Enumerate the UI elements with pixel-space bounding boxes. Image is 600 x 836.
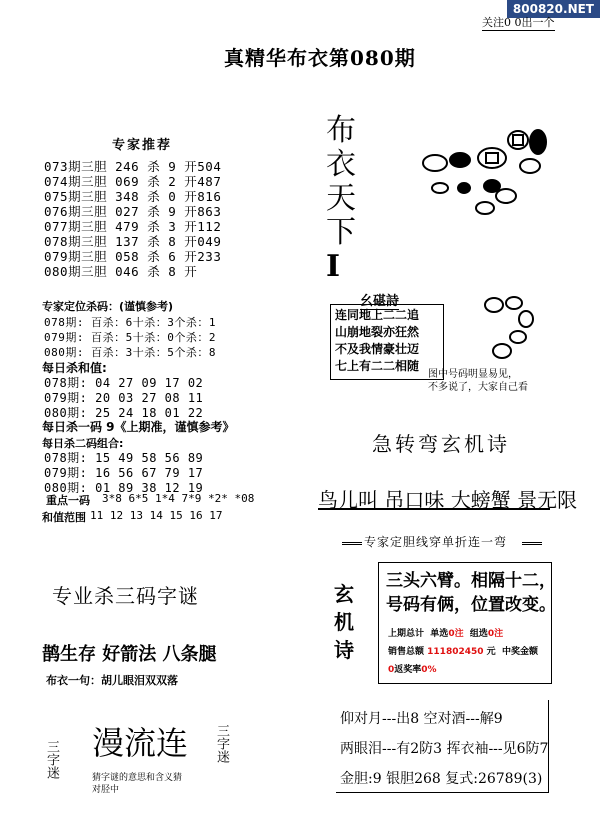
row-combo-rows-0: 078期: 15 49 58 56 89 xyxy=(44,451,204,465)
buyi-char-5: I xyxy=(326,249,341,284)
row-positional-rows-2: 080期: 百杀：3十杀：5个杀：8 xyxy=(44,346,216,359)
stats-single-value: 0注 xyxy=(448,629,464,639)
row-recommend-rows-0: 073期三胆 246 杀 9 开504 xyxy=(44,159,222,174)
poem-line-3: 不及我情豪壮迈 xyxy=(335,342,420,356)
daily-sum-heading: 每日杀和值: xyxy=(42,361,107,375)
row-recommend-rows-6: 079期三胆 058 杀 6 开233 xyxy=(44,249,222,264)
return-value: 0 xyxy=(388,665,395,675)
key-combo-value: 3*8 6*5 1*4 7*9 *2* *08 xyxy=(102,492,255,505)
row-sum-rows-2: 080期: 25 24 18 01 22 xyxy=(44,406,204,420)
follow-note: 关注0 0出一个 xyxy=(482,16,555,29)
row-recommend-rows-2: 075期三胆 348 杀 0 开816 xyxy=(44,189,222,204)
row-positional-rows-1: 079期: 百杀：5十杀：0个杀：2 xyxy=(44,331,216,344)
sales-value: 111802450 xyxy=(427,647,484,657)
poem-box xyxy=(330,304,444,380)
key-combo-label: 重点一码 xyxy=(46,494,90,507)
page-title: 真精华布衣第080期 xyxy=(224,46,416,70)
bottom-line-3: 金胆:9 银胆268 复式:26789(3) xyxy=(340,771,543,787)
magpie-line: 鹊生存 好箭法 八条腿 xyxy=(42,644,217,665)
poem-caption-2: 不多说了，大家自己看 xyxy=(428,382,528,393)
bottom-line-1: 仰对月---出8 空对酒---解9 xyxy=(340,711,503,727)
row-positional-rows-0: 078期: 百杀：6十杀：3个杀：1 xyxy=(44,316,216,329)
riddle-right: 三字迷 xyxy=(214,724,229,763)
expert-line-bar-right xyxy=(522,542,542,545)
xuanji-stats-2 xyxy=(388,644,538,657)
buyi-char-2: 衣 xyxy=(326,147,356,182)
xuanji-stats-3 xyxy=(388,662,437,675)
stats-total-label: 上期总计 xyxy=(388,629,425,639)
buyi-char-1: 布 xyxy=(326,113,356,148)
row-sum-rows-1: 079期: 20 03 27 08 11 xyxy=(44,391,204,405)
row-recommend-rows-5: 078期三胆 137 杀 8 开049 xyxy=(44,234,222,249)
sum-range-label: 和值范围 xyxy=(42,511,86,524)
return-label: 返奖率 xyxy=(394,665,422,675)
birds-underline xyxy=(318,508,550,510)
stats-group-label: 组选 xyxy=(469,629,488,639)
birds-line: 鸟儿叫 吊口味 大螃蟹 景无限 xyxy=(318,488,578,512)
poem-line-1: 连同地上二二追 xyxy=(335,308,420,322)
row-recommend-rows-3: 076期三胆 027 杀 9 开863 xyxy=(44,204,222,219)
riddle-note-1: 猜字谜的意思和含义猜 xyxy=(92,773,183,783)
buyi-char-4: 下 xyxy=(326,215,356,250)
bottom-line-2: 两眼泪---有2防3 挥衣袖---见6防7 xyxy=(340,741,549,757)
sum-range-values: 11 12 13 14 15 16 17 xyxy=(90,509,223,522)
stats-single-label: 单选 xyxy=(430,629,449,639)
xuanji-stats-1 xyxy=(388,626,503,639)
poem-line-2: 山崩地裂亦狂然 xyxy=(335,325,420,339)
coin-chain-illustration xyxy=(480,295,540,365)
poem-caption-1: 图中号码明显易见， xyxy=(428,369,518,380)
jiyao-title: 急转弯玄机诗 xyxy=(372,432,510,456)
riddle-left: 三字迷 xyxy=(44,740,59,779)
row-recommend-rows-1: 074期三胆 069 杀 2 开487 xyxy=(44,174,222,189)
kill-three-riddle: 专业杀三码字谜 xyxy=(52,584,199,608)
xuanji-line-1: 三头六臂。相隔十二， xyxy=(386,571,556,591)
buyi-one-line: 布衣一句：胡儿眼泪双双落 xyxy=(46,674,178,687)
two-code-heading: 每日杀二码组合: xyxy=(42,437,124,450)
xuanji-char-2: 机 xyxy=(334,610,354,634)
manliulian: 漫流连 xyxy=(92,724,189,762)
coins-illustration xyxy=(410,118,560,228)
expert-line: 专家定胆线穿单折连一弯 xyxy=(364,535,508,549)
xuanji-side-title xyxy=(334,580,354,664)
poem-box-title: 幺碪詩 xyxy=(360,290,399,310)
prize-label: 中奖金额 xyxy=(501,647,538,657)
positional-kill-heading: 专家定位杀码：(谨慎参考) xyxy=(42,300,174,313)
poem-line-4: 七上有二二相随 xyxy=(335,359,420,373)
expert-recommend-heading: 专家推荐 xyxy=(112,138,173,153)
xuanji-char-3: 诗 xyxy=(334,638,354,662)
riddle-note-2: 对胫中 xyxy=(92,785,120,795)
stats-group-value: 0注 xyxy=(487,629,504,639)
row-recommend-rows-7: 080期三胆 046 杀 8 开 xyxy=(44,264,198,279)
row-combo-rows-1: 079期: 16 56 67 79 17 xyxy=(44,466,204,480)
sales-label: 销售总额 xyxy=(388,647,425,657)
expert-line-bar-left xyxy=(342,542,362,545)
row-combo-rows-2: 080期: 01 89 38 12 19 xyxy=(44,481,204,495)
bottom-box xyxy=(336,700,549,793)
xuanji-line-2: 号码有俩，位置改变。 xyxy=(386,595,556,615)
sales-unit: 元 xyxy=(486,647,496,657)
row-sum-rows-0: 078期: 04 27 09 17 02 xyxy=(44,376,204,390)
buyi-char-3: 天 xyxy=(326,181,356,216)
row-recommend-rows-4: 077期三胆 479 杀 3 开112 xyxy=(44,219,222,234)
daily-one-code-heading: 每日杀一码 9《上期准，谨慎参考》 xyxy=(42,420,235,434)
xuanji-char-1: 玄 xyxy=(334,582,354,606)
buyi-tianxia-vertical xyxy=(326,114,356,284)
watermark: 800820.NET xyxy=(507,0,600,18)
return-rate: 0% xyxy=(421,665,437,675)
